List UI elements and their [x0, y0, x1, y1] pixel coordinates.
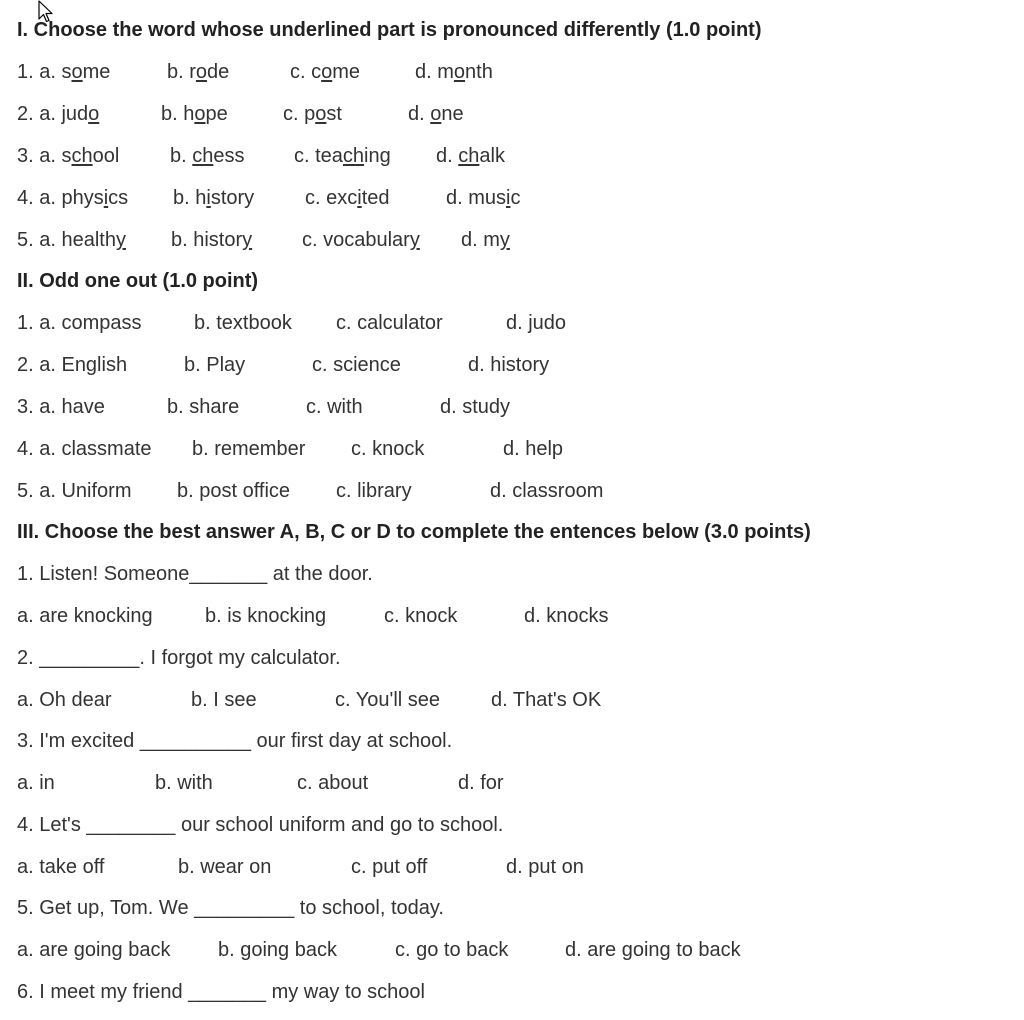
s1-option: c. post	[283, 103, 342, 125]
s1-option: d. chalk	[436, 145, 505, 167]
s3-option: a. Oh dear	[17, 689, 112, 711]
s2-option: d. judo	[506, 312, 567, 334]
s2-option: b. Play	[184, 354, 246, 376]
s2-option: b. textbook	[194, 312, 292, 334]
s1-option: b. chess	[170, 145, 245, 167]
section-1-heading: I. Choose the word whose underlined part is pronounced differently (1.0 point)	[17, 19, 762, 41]
s1-option: c. excited	[305, 187, 390, 209]
s1-option: b. history	[173, 187, 255, 209]
s3-question: 1. Listen! Someone_______ at the door.	[17, 563, 373, 585]
s3-option: d. put on	[506, 856, 584, 878]
s3-option: c. knock	[384, 605, 458, 627]
s1-option: b. hope	[161, 103, 228, 125]
s2-option: d. history	[468, 354, 550, 376]
s2-option: b. share	[167, 396, 240, 418]
s1-option: 4. a. physics	[17, 187, 129, 209]
s3-option: c. put off	[351, 856, 428, 878]
s3-option: c. about	[297, 772, 369, 794]
s2-option: 4. a. classmate	[17, 438, 152, 460]
s2-option: 1. a. compass	[17, 312, 142, 334]
s3-option: a. take off	[17, 856, 105, 878]
s3-question: 3. I'm excited __________ our first day at school.	[17, 730, 453, 752]
s3-option: a. in	[17, 772, 55, 794]
s2-option: c. calculator	[336, 312, 443, 334]
s1-option: 5. a. healthy	[17, 229, 126, 251]
s2-option: d. classroom	[490, 480, 604, 502]
s1-option: b. history	[171, 229, 253, 251]
s3-option: d. knocks	[524, 605, 609, 627]
s1-option: 2. a. judo	[17, 103, 100, 125]
s1-option: 1. a. some	[17, 61, 111, 83]
s2-option: d. study	[440, 396, 511, 418]
s2-option: c. knock	[351, 438, 425, 460]
s2-option: c. with	[306, 396, 363, 418]
s2-option: c. library	[336, 480, 412, 502]
s3-option: b. wear on	[178, 856, 272, 878]
s2-option: 2. a. English	[17, 354, 128, 376]
s1-option: d. my	[461, 229, 510, 251]
s3-option: b. going back	[218, 939, 337, 961]
s3-question: 2. _________. I forgot my calculator.	[17, 647, 341, 669]
s2-option: b. post office	[177, 480, 291, 502]
s3-option: b. I see	[191, 689, 257, 711]
s1-option: d. month	[415, 61, 493, 83]
s3-option: c. go to back	[395, 939, 509, 961]
s1-option: 3. a. school	[17, 145, 120, 167]
s2-option: 3. a. have	[17, 396, 105, 418]
s3-option: a. are going back	[17, 939, 171, 961]
s3-option: d. for	[458, 772, 504, 794]
s1-option: c. vocabulary	[302, 229, 420, 251]
section-2-heading: II. Odd one out (1.0 point)	[17, 270, 259, 292]
s1-option: d. music	[446, 187, 521, 209]
s2-option: d. help	[503, 438, 564, 460]
s3-option: a. are knocking	[17, 605, 153, 627]
s1-option: b. rode	[167, 61, 230, 83]
s3-option: d. That's OK	[491, 689, 602, 711]
s2-option: 5. a. Uniform	[17, 480, 132, 502]
s1-option: d. one	[408, 103, 464, 125]
s3-option: d. are going to back	[565, 939, 741, 961]
s3-option: b. is knocking	[205, 605, 327, 627]
s3-question: 6. I meet my friend _______ my way to school	[17, 981, 425, 1003]
s3-question: 4. Let's ________ our school uniform and go to school.	[17, 814, 504, 836]
s2-option: b. remember	[192, 438, 306, 460]
s2-option: c. science	[312, 354, 401, 376]
s3-option: b. with	[155, 772, 213, 794]
s1-option: c. teaching	[294, 145, 391, 167]
section-3-heading: III. Choose the best answer A, B, C or D to complete the entences below (3.0 points)	[17, 521, 811, 543]
s3-option: c. You'll see	[335, 689, 441, 711]
s1-option: c. come	[290, 61, 361, 83]
s3-question: 5. Get up, Tom. We _________ to school, today.	[17, 897, 444, 919]
